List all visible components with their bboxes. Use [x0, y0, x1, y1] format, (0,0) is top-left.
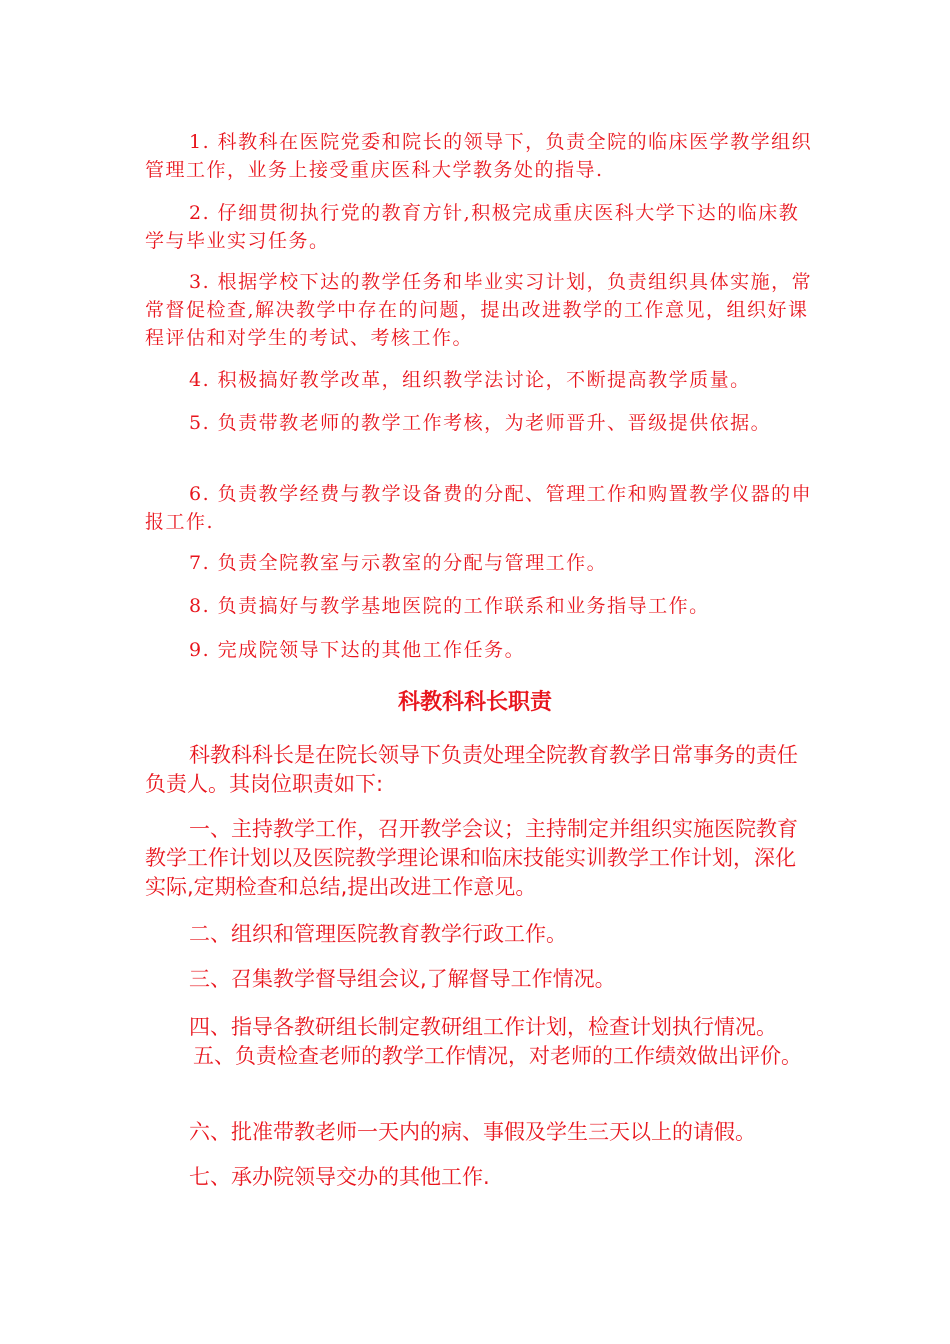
duty-item-4: 4. 积极搞好教学改革，组织教学法讨论，不断提高教学质量。: [189, 369, 751, 391]
duty-item-7: 7. 负责全院教室与示教室的分配与管理工作。: [189, 552, 608, 574]
section-intro: 科教科科长是在院长领导下负责处理全院教育教学日常事务的责任负责人。其岗位职责如下:: [145, 743, 798, 796]
duty-item-8: 8. 负责搞好与教学基地医院的工作联系和业务指导工作。: [189, 595, 710, 617]
chief-duty-2: 二、组织和管理医院教育教学行政工作。: [189, 922, 567, 946]
chief-duty-6: 六、批准带教老师一天内的病、事假及学生三天以上的请假。: [189, 1120, 756, 1144]
duty-item-1: 1. 科教科在医院党委和院长的领导下，负责全院的临床医学教学组织管理工作，业务上接受重庆医科大学教务处的指导.: [145, 131, 813, 181]
chief-duty-4: 四、指导各教研组长制定教研组工作计划，检查计划执行情况。: [189, 1015, 777, 1039]
section-title: 科教科科长职责: [397, 690, 552, 715]
duty-item-3: 3. 根据学校下达的教学任务和毕业实习计划，负责组织具体实施，常常督促检查,解决教学中存在的问题，提出改进教学的工作意见，组织好课程评估和对学生的考试、考核工作。: [145, 271, 813, 349]
duty-item-5: 5. 负责带教老师的教学工作考核，为老师晋升、晋级提供依据。: [189, 412, 772, 434]
chief-duty-5: 五、负责检查老师的教学工作情况，对老师的工作绩效做出评价。: [193, 1044, 802, 1068]
chief-duty-7: 七、承办院领导交办的其他工作.: [189, 1165, 490, 1189]
duty-item-9: 9. 完成院领导下达的其他工作任务。: [189, 639, 526, 661]
duty-item-2: 2. 仔细贯彻执行党的教育方针,积极完成重庆医科大学下达的临床教学与毕业实习任务。: [145, 202, 800, 252]
chief-duty-1: 一、主持教学工作，召开教学会议；主持制定并组织实施医院教育教学工作计划以及医院教学理论课和临床技能实训教学工作计划，深化实际,定期检查和总结,提出改进工作意见。: [145, 817, 798, 899]
chief-duty-3: 三、召集教学督导组会议,了解督导工作情况。: [189, 967, 616, 991]
duty-item-6: 6. 负责教学经费与教学设备费的分配、管理工作和购置教学仪器的申报工作.: [145, 483, 813, 533]
